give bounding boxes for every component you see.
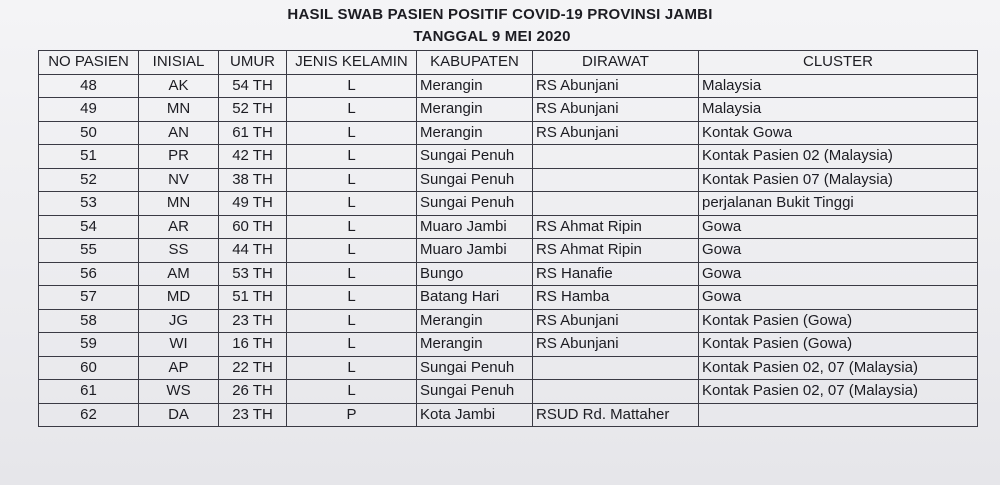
table-row xyxy=(39,356,978,380)
cell-dirawat xyxy=(533,380,699,404)
cell-jenis-kelamin: L xyxy=(287,74,417,98)
cell-kabupaten: Merangin xyxy=(417,309,533,333)
cell-kabupaten: Merangin xyxy=(417,74,533,98)
cell-umur: 53 TH xyxy=(219,262,287,286)
cell-kabupaten: Sungai Penuh xyxy=(417,380,533,404)
table-row xyxy=(39,168,978,192)
cell-cluster: Kontak Pasien (Gowa) xyxy=(699,333,978,357)
cell-cluster: Kontak Pasien 07 (Malaysia) xyxy=(699,168,978,192)
cell-inisial: MN xyxy=(139,192,219,216)
cell-inisial: MD xyxy=(139,286,219,310)
cell-umur: 23 TH xyxy=(219,309,287,333)
cell-jenis-kelamin: L xyxy=(287,239,417,263)
cell-jenis-kelamin: L xyxy=(287,356,417,380)
col-header-dirawat: DIRAWAT xyxy=(533,51,699,75)
cell-dirawat: RS Hamba xyxy=(533,286,699,310)
cell-no-pasien: 59 xyxy=(39,333,139,357)
cell-cluster xyxy=(699,403,978,427)
cell-umur: 16 TH xyxy=(219,333,287,357)
table-body xyxy=(39,74,978,427)
cell-jenis-kelamin: L xyxy=(287,215,417,239)
table-row xyxy=(39,333,978,357)
cell-inisial: AP xyxy=(139,356,219,380)
cell-inisial: MN xyxy=(139,98,219,122)
cell-cluster: Gowa xyxy=(699,215,978,239)
col-header-umur: UMUR xyxy=(219,51,287,75)
table-row xyxy=(39,74,978,98)
cell-no-pasien: 57 xyxy=(39,286,139,310)
cell-inisial: PR xyxy=(139,145,219,169)
cell-dirawat xyxy=(533,356,699,380)
cell-inisial: AM xyxy=(139,262,219,286)
cell-no-pasien: 51 xyxy=(39,145,139,169)
cell-inisial: DA xyxy=(139,403,219,427)
cell-kabupaten: Muaro Jambi xyxy=(417,239,533,263)
cell-no-pasien: 62 xyxy=(39,403,139,427)
cell-jenis-kelamin: L xyxy=(287,333,417,357)
cell-umur: 54 TH xyxy=(219,74,287,98)
cell-kabupaten: Merangin xyxy=(417,333,533,357)
cell-dirawat xyxy=(533,192,699,216)
table-row xyxy=(39,215,978,239)
col-header-jenis-kelamin: JENIS KELAMIN xyxy=(287,51,417,75)
table-row xyxy=(39,121,978,145)
table-header-row xyxy=(39,51,978,75)
cell-inisial: WS xyxy=(139,380,219,404)
document-date: TANGGAL 9 MEI 2020 xyxy=(413,28,571,45)
cell-inisial: AN xyxy=(139,121,219,145)
cell-dirawat: RS Abunjani xyxy=(533,309,699,333)
cell-umur: 22 TH xyxy=(219,356,287,380)
cell-inisial: WI xyxy=(139,333,219,357)
cell-cluster: Gowa xyxy=(699,239,978,263)
cell-kabupaten: Sungai Penuh xyxy=(417,192,533,216)
cell-umur: 49 TH xyxy=(219,192,287,216)
cell-no-pasien: 60 xyxy=(39,356,139,380)
cell-jenis-kelamin: L xyxy=(287,145,417,169)
cell-inisial: NV xyxy=(139,168,219,192)
cell-kabupaten: Merangin xyxy=(417,98,533,122)
col-header-cluster: CLUSTER xyxy=(699,51,978,75)
cell-cluster: Gowa xyxy=(699,286,978,310)
cell-jenis-kelamin: L xyxy=(287,380,417,404)
cell-dirawat xyxy=(533,168,699,192)
cell-dirawat xyxy=(533,145,699,169)
cell-umur: 61 TH xyxy=(219,121,287,145)
cell-umur: 60 TH xyxy=(219,215,287,239)
cell-dirawat: RS Ahmat Ripin xyxy=(533,215,699,239)
table-row xyxy=(39,309,978,333)
cell-kabupaten: Batang Hari xyxy=(417,286,533,310)
cell-umur: 42 TH xyxy=(219,145,287,169)
cell-umur: 44 TH xyxy=(219,239,287,263)
cell-jenis-kelamin: L xyxy=(287,98,417,122)
cell-inisial: AK xyxy=(139,74,219,98)
cell-cluster: Malaysia xyxy=(699,74,978,98)
cell-dirawat: RS Abunjani xyxy=(533,98,699,122)
cell-inisial: JG xyxy=(139,309,219,333)
table-row xyxy=(39,403,978,427)
cell-cluster: perjalanan Bukit Tinggi xyxy=(699,192,978,216)
cell-no-pasien: 54 xyxy=(39,215,139,239)
cell-cluster: Malaysia xyxy=(699,98,978,122)
cell-umur: 26 TH xyxy=(219,380,287,404)
cell-umur: 51 TH xyxy=(219,286,287,310)
cell-cluster: Gowa xyxy=(699,262,978,286)
cell-jenis-kelamin: L xyxy=(287,309,417,333)
cell-no-pasien: 52 xyxy=(39,168,139,192)
table-row xyxy=(39,192,978,216)
cell-kabupaten: Merangin xyxy=(417,121,533,145)
cell-cluster: Kontak Pasien 02 (Malaysia) xyxy=(699,145,978,169)
cell-kabupaten: Muaro Jambi xyxy=(417,215,533,239)
cell-jenis-kelamin: L xyxy=(287,121,417,145)
cell-dirawat: RS Ahmat Ripin xyxy=(533,239,699,263)
col-header-kabupaten: KABUPATEN xyxy=(417,51,533,75)
cell-kabupaten: Kota Jambi xyxy=(417,403,533,427)
cell-cluster: Kontak Gowa xyxy=(699,121,978,145)
cell-dirawat: RS Abunjani xyxy=(533,333,699,357)
cell-kabupaten: Sungai Penuh xyxy=(417,168,533,192)
cell-umur: 23 TH xyxy=(219,403,287,427)
cell-no-pasien: 58 xyxy=(39,309,139,333)
patient-table xyxy=(38,50,978,427)
table-row xyxy=(39,98,978,122)
cell-umur: 38 TH xyxy=(219,168,287,192)
table-row xyxy=(39,286,978,310)
cell-dirawat: RS Abunjani xyxy=(533,74,699,98)
cell-no-pasien: 55 xyxy=(39,239,139,263)
cell-no-pasien: 50 xyxy=(39,121,139,145)
table-row xyxy=(39,380,978,404)
cell-no-pasien: 53 xyxy=(39,192,139,216)
cell-jenis-kelamin: L xyxy=(287,168,417,192)
table-row xyxy=(39,239,978,263)
cell-umur: 52 TH xyxy=(219,98,287,122)
cell-no-pasien: 49 xyxy=(39,98,139,122)
cell-cluster: Kontak Pasien 02, 07 (Malaysia) xyxy=(699,380,978,404)
cell-cluster: Kontak Pasien (Gowa) xyxy=(699,309,978,333)
cell-no-pasien: 48 xyxy=(39,74,139,98)
cell-inisial: SS xyxy=(139,239,219,263)
document-title: HASIL SWAB PASIEN POSITIF COVID-19 PROVINSI JAMBI xyxy=(287,6,713,23)
cell-dirawat: RSUD Rd. Mattaher xyxy=(533,403,699,427)
table-row xyxy=(39,262,978,286)
cell-dirawat: RS Hanafie xyxy=(533,262,699,286)
cell-dirawat: RS Abunjani xyxy=(533,121,699,145)
col-header-no-pasien: NO PASIEN xyxy=(39,51,139,75)
cell-jenis-kelamin: L xyxy=(287,192,417,216)
cell-no-pasien: 56 xyxy=(39,262,139,286)
cell-kabupaten: Sungai Penuh xyxy=(417,145,533,169)
table-row xyxy=(39,145,978,169)
cell-kabupaten: Sungai Penuh xyxy=(417,356,533,380)
col-header-inisial: INISIAL xyxy=(139,51,219,75)
cell-cluster: Kontak Pasien 02, 07 (Malaysia) xyxy=(699,356,978,380)
cell-jenis-kelamin: P xyxy=(287,403,417,427)
cell-inisial: AR xyxy=(139,215,219,239)
cell-jenis-kelamin: L xyxy=(287,262,417,286)
cell-kabupaten: Bungo xyxy=(417,262,533,286)
cell-no-pasien: 61 xyxy=(39,380,139,404)
cell-jenis-kelamin: L xyxy=(287,286,417,310)
